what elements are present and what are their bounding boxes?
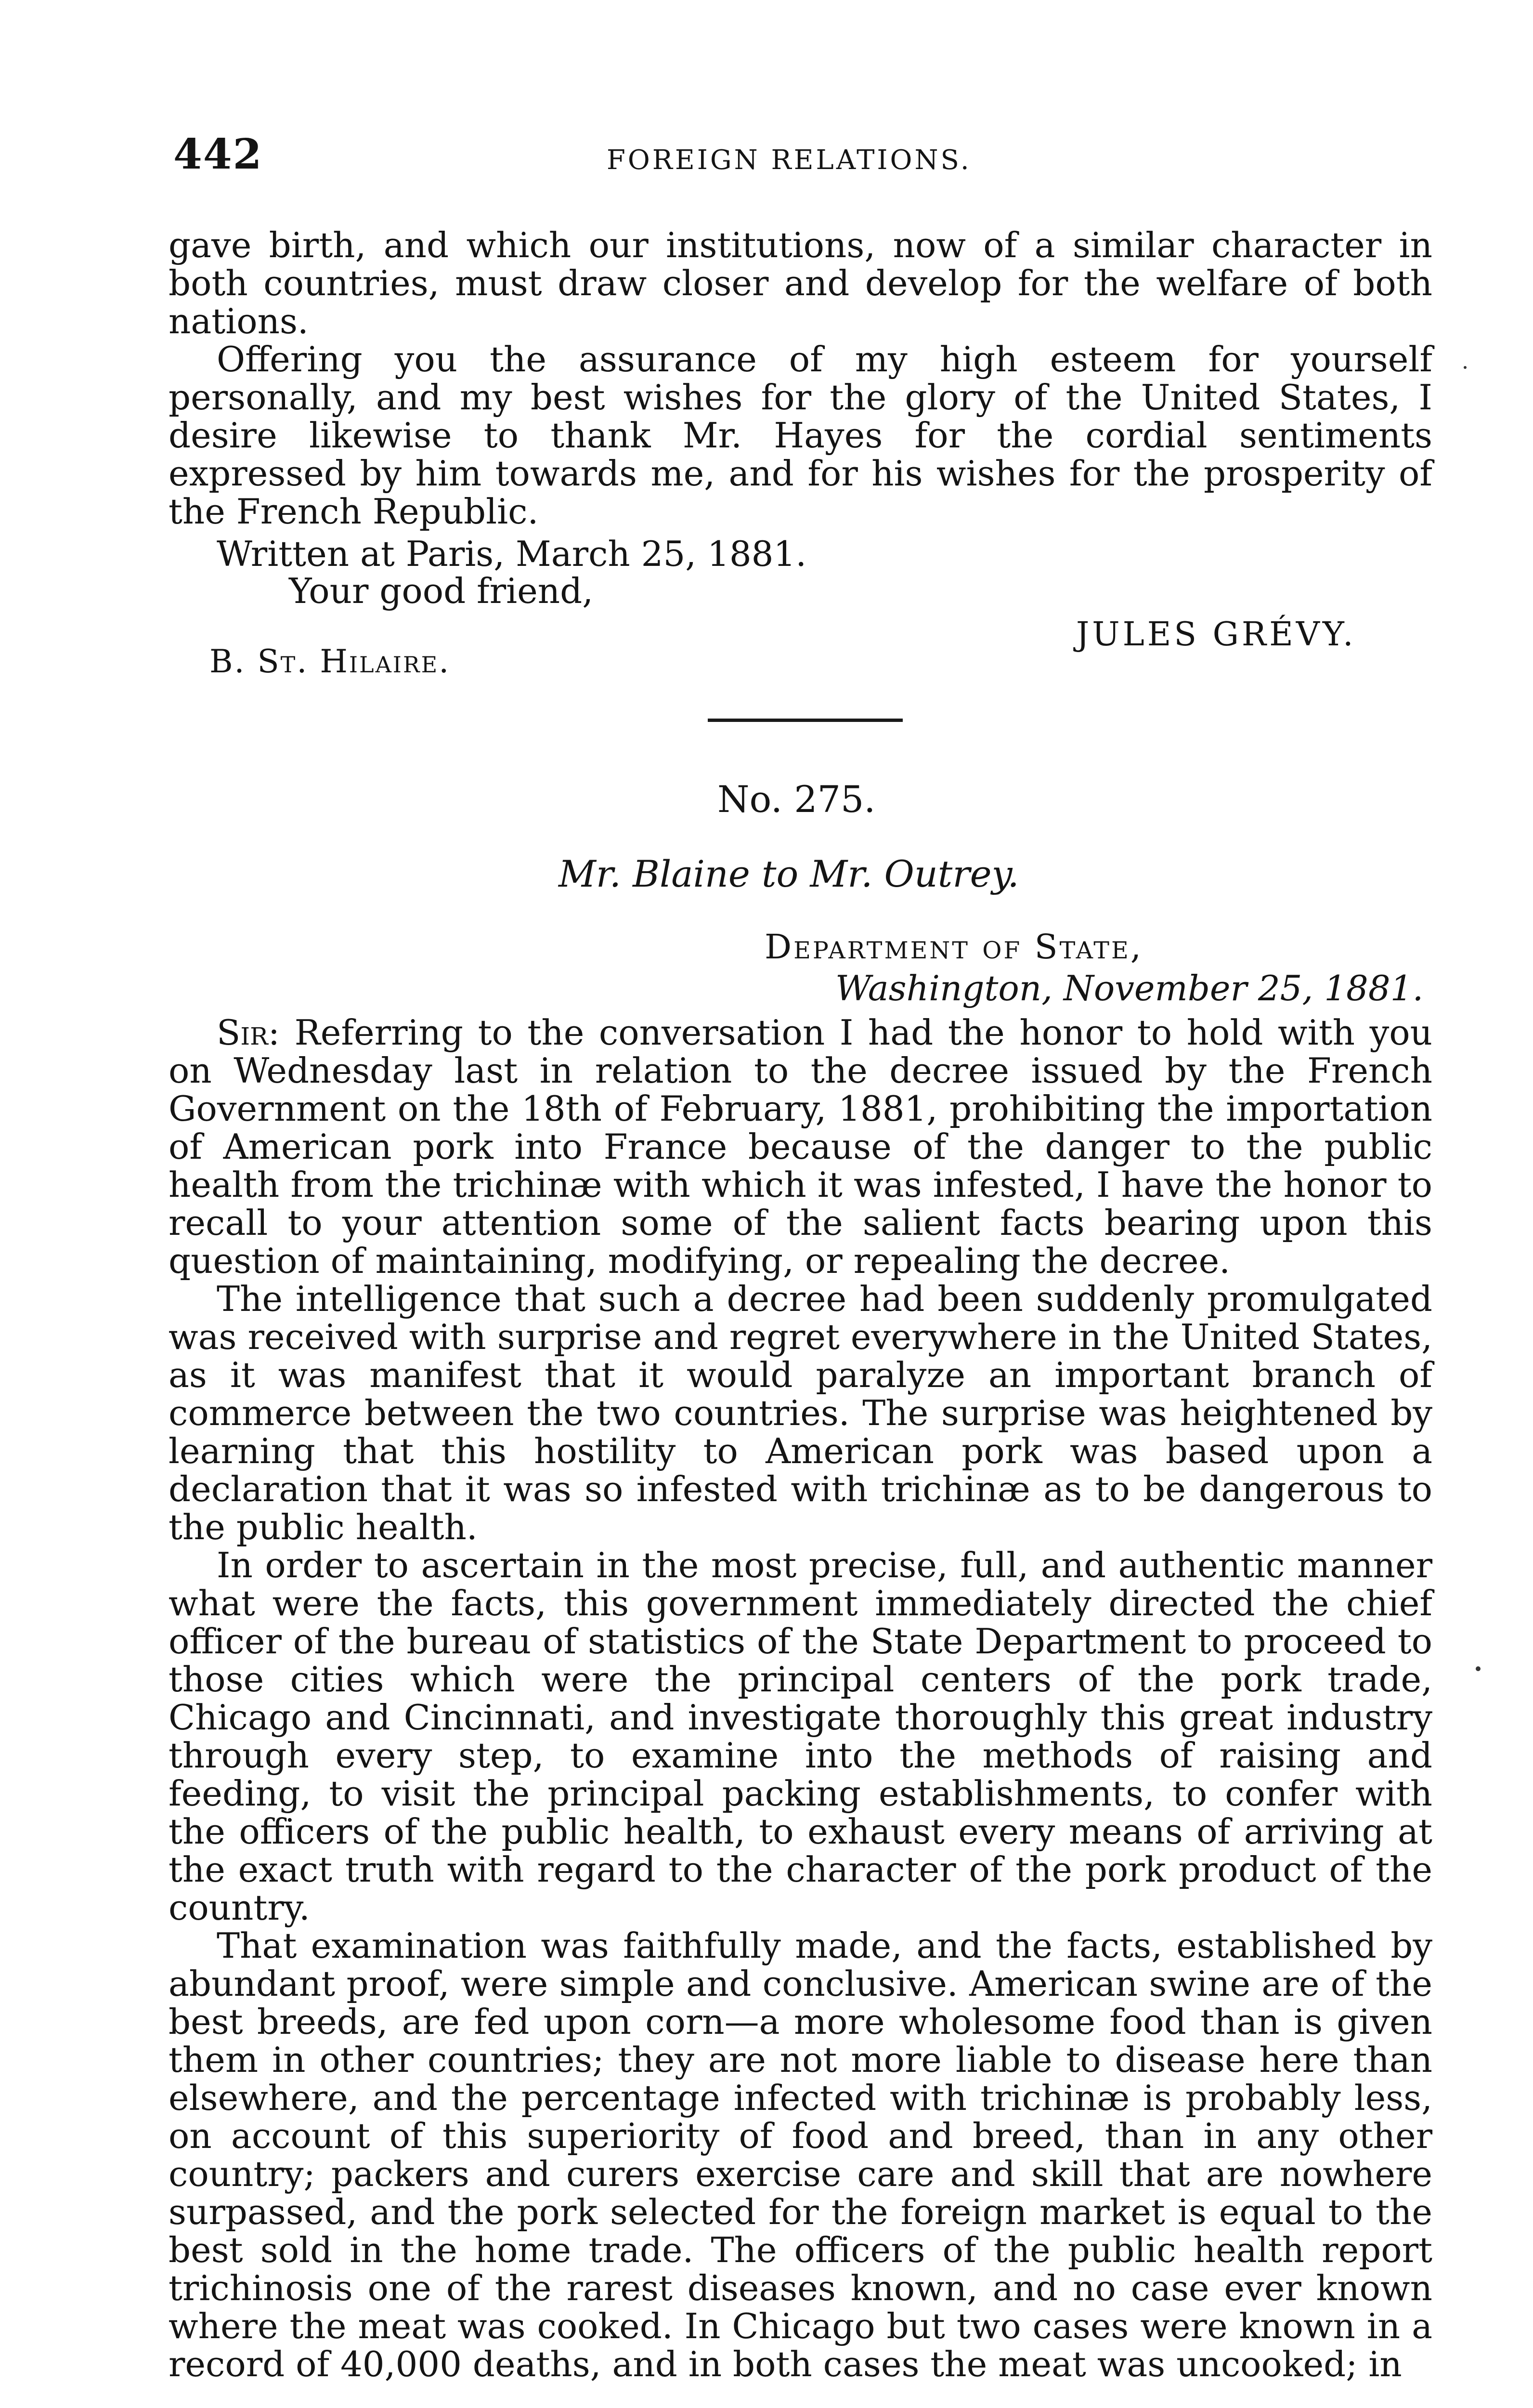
paragraph-1-text: Referring to the conversation I had the honor to hold with you on Wednesday last in relation to the decree issued by the French Government on the 18th of February, 1881, prohibiting the importation of American pork into France because of the danger to the public health from the trichinæ with which it was infested, I have the honor to recall to your attention some of the salient facts bearing upon this question of maintaining, modifying, or repealing the decree. — [169, 1012, 1432, 1281]
letter-body — [169, 226, 1432, 531]
letter-closing: Your good friend, — [289, 571, 594, 611]
document-title: Mr. Blaine to Mr. Outrey. — [559, 852, 1019, 895]
page-header — [173, 130, 1396, 183]
document-paragraph-4: That examination was faithfully made, and the facts, established by abundant proof, were simple and conclusive. American swine are of the best breeds, are fed upon corn—a more wholesome food than is given them in other countries; they are not more liable to disease here than elsewhere, and the percentage infected with trichinæ is probably less, on account of this superiority of food and breed, than in any other country; packers and curers exercise care and skill that are nowhere surpassed, and the pork selected for the foreign market is equal to the best sold in the home trade. The officers of the public health report trichinosis one of the rarest diseases known, and no case ever known where the meat was cooked. In Chicago but two cases were known in a record of 40,000 deaths, and in both cases the meat was uncooked; in — [169, 1925, 1432, 2384]
page-number: 442 — [173, 130, 263, 179]
document-origin: Department of State, — [765, 927, 1143, 967]
letter-dateline: Written at Paris, March 25, 1881. — [217, 534, 807, 574]
salutation: Sir: — [217, 1012, 280, 1053]
section-divider — [708, 719, 903, 722]
print-speck — [1476, 1666, 1481, 1671]
document-paragraph-3: In order to ascertain in the most precise, full, and authentic manner what were the facts, this government immediately directed the chief officer of the bureau of statistics of the State Department to proceed to those cities which were the principal centers of the pork trade, Chicago and Cincinnati, and investigate thoroughly this great industry through every step, to examine into the methods of raising and feeding, to visit the principal packing establishments, to confer with the officers of the public health, to exhaust every means of arriving at the exact truth with regard to the character of the pork product of the country. — [169, 1545, 1432, 1928]
document-date — [835, 968, 1423, 1008]
document-date-text: Washington, November 25, 1881. — [835, 968, 1424, 1008]
letter-counter-signature — [209, 643, 450, 680]
letter-paragraph-end: gave birth, and which our institutions, now of a similar character in both countries, must draw closer and develop for the welfare of both nations. — [169, 225, 1432, 341]
document-body — [169, 1014, 1432, 2383]
letter-paragraph-closing: Offering you the assurance of my high esteem for yourself personally, and my best wishes for the glory of the United States, I desire likewise to thank Mr. Hayes for the cordial sentiments expressed by him towards me, and for his wishes for the prosperity of the French Republic. — [169, 339, 1432, 532]
counter-signature-name: B. St. Hilaire. — [209, 643, 451, 680]
print-speck — [1464, 366, 1467, 369]
document-paragraph-2: The intelligence that such a decree had been suddenly promulgated was received with surprise and regret everywhere in the United States, as it was manifest that it would paralyze an important branch of commerce between the two countries. The surprise was heightened by learning that this hostility to American pork was based upon a declaration that it was so infested with trichinæ as to be dangerous to the public health. — [169, 1279, 1432, 1547]
letter-signature: JULES GRÉVY. — [1076, 615, 1356, 654]
document-paragraph-1 — [169, 1014, 1432, 1280]
document-number: No. 275. — [717, 778, 876, 821]
running-head: FOREIGN RELATIONS. — [607, 144, 972, 176]
